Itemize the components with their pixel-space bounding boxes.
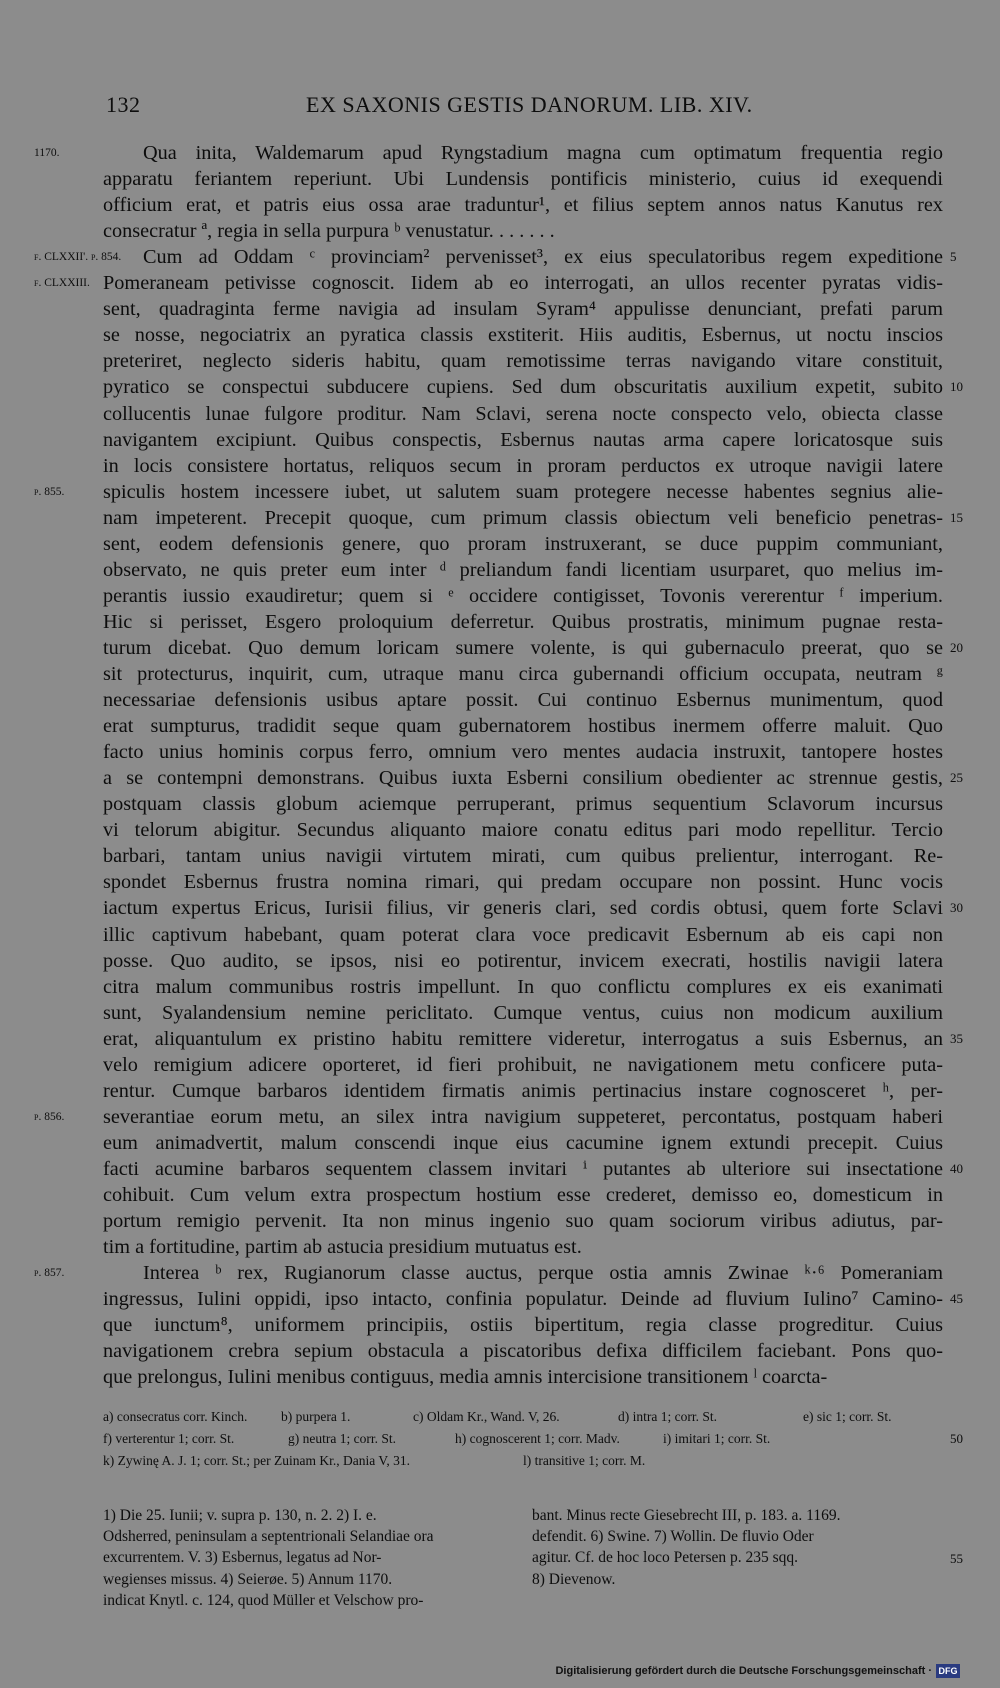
text-line: apparatu feriantem reperiunt. Ubi Lundensis pontificis ministerio, cuius id exequendi <box>103 168 943 191</box>
footnote-line: 8) Dievenow. <box>532 1570 616 1588</box>
footnote-line: Odsherred, peninsulam a septentrionali Selandiae ora <box>103 1528 434 1546</box>
text-line: collucentis lunae fulgore proditur. Nam Sclavi, serena nocte conspecto velo, obiecta classe <box>103 402 943 425</box>
running-header <box>100 92 753 122</box>
apparatus-note: a) consecratus corr. Kinch. <box>103 1409 248 1424</box>
text-line: barbari, tantam unius navigii virtutem mirati, cum quibus prelientur, interrogant. Re- <box>103 845 943 868</box>
margin-reference: f. CLXXIII. <box>34 277 90 290</box>
text-line: a se contempni demonstrans. Quibus iuxta Esberni consilium obedienter ac strennue gestis, <box>103 767 943 790</box>
text-line: navigationem crebra sepium obstacula a piscatoribus defixa difficilem faciebant. Pons quo- <box>103 1340 943 1363</box>
text-line: preteriret, neglecto sideris habitu, quam remotissime terras navigando vitare constituit, <box>103 350 943 373</box>
apparatus-note: k) Zywinę A. J. 1; corr. St.; per Zuinam Kr., Dania V, 31. <box>103 1453 410 1468</box>
text-line: in locis consistere hortatus, reliquos secum in proram perductos ex utroque navigii latere <box>103 454 943 477</box>
apparatus-note: g) neutra 1; corr. St. <box>288 1431 396 1446</box>
text-line: Interea ᵇ rex, Rugianorum classe auctus, perque ostia amnis Zwinae ᵏ·⁶ Pomeraniam <box>143 1262 943 1285</box>
text-line: facto unius hominis corpus ferro, omnium vero mentes audacia instruxit, tantopere hostes <box>103 741 943 764</box>
text-line: turum dicebat. Quo demum loricam sumere volente, is qui gubernaculo preerat, quo se <box>103 636 943 659</box>
line-number: 20 <box>950 639 963 655</box>
text-line: iactum expertus Ericus, Iurisii filius, vir generis clari, sed cordis obtusi, quem forte Sclavi <box>103 897 943 920</box>
page-number: 132 <box>106 92 141 117</box>
text-line: eum animadvertit, malum conscendi inque eius cacumine ignem extundi precepit. Cuius <box>103 1131 943 1154</box>
text-line: portum remigio pervenit. Ita non minus ingenio suo quam sociorum viribus adiutus, par- <box>103 1210 943 1233</box>
running-title: EX SAXONIS GESTIS DANORUM. LIB. XIV. <box>306 92 753 117</box>
line-number: 45 <box>950 1291 963 1307</box>
apparatus-note: e) sic 1; corr. St. <box>803 1409 892 1424</box>
text-line: Pomeraneam petivisse cognoscit. Iidem ab eo interrogati, an ullos recenter pyratas vidis- <box>103 272 943 295</box>
text-line: Qua inita, Waldemarum apud Ryngstadium magna cum optimatum frequentia regio <box>143 142 943 164</box>
footnote-line: indicat Knytl. c. 124, quod Müller et Velschow pro- <box>103 1591 424 1609</box>
line-number: 30 <box>950 900 963 916</box>
text-line: spondet Esbernus frustra nomina rimari, qui predam occupare non possint. Hunc vocis <box>103 871 943 894</box>
text-line: consecratur ª, regia in sella purpura ᵇ venustatur. . . . . . . <box>103 220 555 243</box>
text-line: velo remigium adicere oporteret, id fieri prohibuit, ne navigationem metu conficere puta- <box>103 1053 943 1076</box>
line-number: 50 <box>950 1431 963 1446</box>
footnotes-left-column <box>103 1505 523 1611</box>
footnote-line: agitur. Cf. de hoc loco Petersen p. 235 sqq. <box>532 1549 799 1567</box>
text-line: illic captivum habebant, quam poterat clara voce predicavit Esbernum ab eis capi non <box>103 923 943 946</box>
apparatus-note: b) purpera 1. <box>281 1409 351 1424</box>
line-number: 5 <box>950 249 957 265</box>
apparatus-line <box>103 1451 943 1471</box>
text-line: que prelongus, Iulini menibus contiguus, media amnis intercisione transitionem ˡ coarcta- <box>103 1366 828 1389</box>
line-number: 10 <box>950 379 963 395</box>
margin-reference: p. 856. <box>34 1110 65 1123</box>
line-number: 15 <box>950 509 963 525</box>
text-line: Hic si perisset, Esgero proloquium deferretur. Quibus prostratis, minimum pugnae resta- <box>103 610 943 633</box>
footnotes-right-column <box>532 1505 952 1590</box>
footnote-line: wegienses missus. 4) Seierøe. 5) Annum 1170. <box>103 1570 393 1588</box>
dfg-logo: DFG <box>936 1664 960 1678</box>
text-line: cohibuit. Cum velum extra prospectum hostium esse crederet, demisso eo, domesticum in <box>103 1184 943 1206</box>
text-line: officium erat, et patris eius ossa arae traduntur¹, et filius septem annos natus Kanutus rex <box>103 194 943 217</box>
margin-reference: f. CLXXII'. p. 854. <box>34 251 122 264</box>
text-line: spiculis hostem incessere iubet, ut salutem suam protegere necesse habentes segnius alie- <box>103 480 943 503</box>
margin-reference: 1170. <box>34 147 60 159</box>
text-line: posse. Quo audito, se ipsos, nisi eo potirentur, invicem execrati, hostilis navigii latera <box>103 949 943 972</box>
text-line: observato, ne quis preter eum inter ᵈ preliandum fandi licentiam usurparet, quo melius im- <box>103 558 943 581</box>
footer-credit-text: Digitalisierung gefördert durch die Deutsche Forschungsgemeinschaft · <box>555 1665 932 1677</box>
footer-credit <box>555 1664 960 1678</box>
apparatus-divider <box>103 1385 943 1386</box>
text-line: perantis iussio exaudiretur; quem si ᵉ occidere contigisset, Tovonis vererentur ᶠ imperium. <box>103 584 943 607</box>
apparatus-note: l) transitive 1; corr. M. <box>523 1453 646 1468</box>
footnote-line: 1) Die 25. Iunii; v. supra p. 130, n. 2. 2) I. e. <box>103 1507 377 1524</box>
line-number: 35 <box>950 1030 963 1046</box>
apparatus-note: c) Oldam Kr., Wand. V, 26. <box>413 1409 560 1424</box>
text-line: nam impeterent. Precepit quoque, cum primum classis obiectum veli beneficio penetras- <box>103 506 943 529</box>
text-line: Cum ad Oddam ᶜ provinciam² pervenisset³, ex eius speculatoribus regem expeditione <box>143 246 943 269</box>
text-line: severantiae eorum metu, an silex intra navigium suppeteret, percontatus, postquam haberi <box>103 1105 943 1128</box>
line-number: 40 <box>950 1160 963 1176</box>
text-line: tim a fortitudine, partim ab astucia presidium mutuatus est. <box>103 1236 582 1259</box>
text-line: vi telorum abigitur. Secundus aliquanto maiore conatu editus pari modo repellitur. Tercio <box>103 819 943 842</box>
text-line: rentur. Cumque barbaros identidem firmatis animis pertinacius instare cognosceret ʰ, per- <box>103 1079 943 1102</box>
text-line: necessariae defensionis usibus aptare possit. Cui continuo Esbernus munimentum, quod <box>103 689 943 712</box>
apparatus-note: f) verterentur 1; corr. St. <box>103 1431 235 1446</box>
text-line: erat sumpturus, tradidit seque quam gubernatorem hostibus inermem offerre maluit. Quo <box>103 715 943 738</box>
text-line: facti acumine barbaros sequentem classem invitari ⁱ putantes ab ulteriore sui insectatione <box>103 1157 943 1180</box>
apparatus-line <box>103 1429 943 1449</box>
text-line: postquam classis globum aciemque perruperant, primus sequentium Sclavorum incursus <box>103 793 943 816</box>
apparatus-note: h) cognoscerent 1; corr. Madv. <box>455 1431 620 1446</box>
margin-reference: p. 857. <box>34 1267 65 1280</box>
footnote-line: bant. Minus recte Giesebrecht III, p. 183. a. 1169. <box>532 1507 841 1524</box>
text-line: ingressus, Iulini oppidi, ipso intacto, confinia populatur. Deinde ad fluvium Iulino⁷ Camino- <box>103 1288 943 1311</box>
text-line: citra malum communibus rostris impellunt. In quo conflictu complures ex eis exanimati <box>103 975 943 998</box>
line-number: 25 <box>950 770 963 786</box>
apparatus-note: i) imitari 1; corr. St. <box>663 1431 771 1446</box>
footnote-line-number: 55 <box>950 1551 963 1566</box>
text-line: que iunctum⁸, uniformem principiis, ostiis bipertitum, regia classe progreditur. Cuius <box>103 1314 943 1337</box>
text-line: sent, quadraginta ferme navigia ad insulam Syram⁴ appulisse denunciant, prefati parum <box>103 298 943 321</box>
text-line: pyratico se conspectui subducere cupiens. Sed dum obscuritatis auxilium expetit, subito <box>103 376 943 399</box>
footnote-line: defendit. 6) Swine. 7) Wollin. De fluvio Oder <box>532 1528 814 1546</box>
footnote-line: excurrentem. V. 3) Esbernus, legatus ad Nor- <box>103 1549 382 1567</box>
text-line: sit protecturus, inquirit, cum, utraque manu circa gubernandi officium occupata, neutram ᵍ <box>103 663 943 685</box>
apparatus-note: d) intra 1; corr. St. <box>618 1409 717 1424</box>
text-line: sent, eodem defensionis genere, quo proram instruxerant, se duce puppim communiant, <box>103 532 943 555</box>
apparatus-line <box>103 1407 943 1427</box>
text-line: se nosse, negociatrix an pyratica classis exstiterit. Hiis auditis, Esbernus, ut noctu inscios <box>103 324 943 347</box>
margin-reference: p. 855. <box>34 485 65 498</box>
text-line: sunt, Syalandensium nemine periclitato. Cumque ventus, cuius non modicum auxilium <box>103 1001 943 1024</box>
text-line: navigantem excipiunt. Quibus conspectis, Esbernus nautas arma capere loricatosque suis <box>103 428 943 451</box>
text-line: erat, aliquantulum ex pristino habitu remittere videretur, interrogatus a suis Esbernus, an <box>103 1027 943 1050</box>
